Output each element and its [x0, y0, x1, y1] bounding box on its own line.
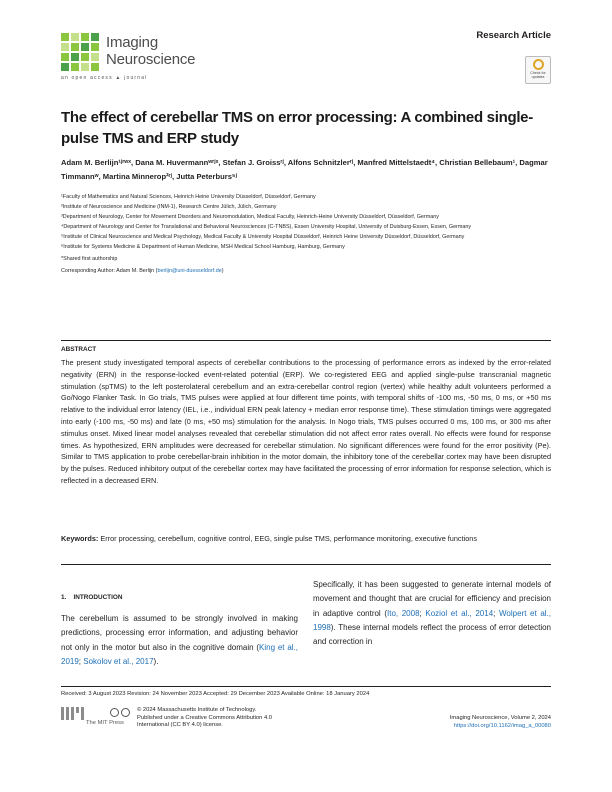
journal-name: [106, 34, 195, 68]
open-access-line: an open access ▲ journal: [61, 75, 148, 81]
affiliation: ¹Faculty of Mathematics and Natural Sciences, Heinrich Heine University Düsseldorf, Düsseldorf, Germany: [61, 194, 316, 200]
article-title: The effect of cerebellar TMS on error processing: A combined single-pulse TMS and ERP study: [61, 109, 533, 147]
intro-text: Specifically, it has been suggested to generate internal models of movement and thought that are crucial for efficiency and precision in adaptive control (: [313, 580, 551, 618]
copyright-notice: [137, 707, 337, 730]
citation-link[interactable]: Wolpert et al., 1998: [313, 608, 551, 632]
citation-link[interactable]: Sokolov et al., 2017: [83, 656, 154, 666]
updates-badge-label: Check for updates: [530, 71, 546, 79]
publisher-name: The MIT Press: [86, 720, 124, 726]
footer-rule: [61, 686, 551, 687]
copyright-line: © 2024 Massachusetts Institute of Technology.: [137, 707, 257, 713]
abstract-text: The present study investigated temporal aspects of cerebellar contributions to the processing of performance errors as indexed by the error-related negativity (ERN) in the response-locked event-related potential (ERP). We co-registered EEG and applied single-pulse transcranial magnetic stimulation (spTMS) to the left posterolateral cerebellum and an extra-cerebellar control region (vertex) while healthy adult volunteers performed a Go/Nogo Flanker Task. In Go trials, TMS pulses were applied at four different time points, with temporal shifts of -100 ms, -50 ms, 0 ms, or +50 ms relative to the individual error latency (IEL, i.e., individual ERN peak latency + median error response time). These stimulation timings were aggregated into early (-100 ms, -50 ms) and late (0 ms, +50 ms) stimulation for the analysis. In Nogo trials, TMS pulses occurred 0 ms, 100 ms, or 300 ms after stimulus onset. Mixed linear model analyses revealed that cerebellar stimulation did not affect error rates overall. No effects were found for response times. As hypothesized, ERN amplitudes were decreased for cerebellar stimulation. No significant differences were found for the error positivity (Pe). Similar to TMS application to probe cerebellar-brain inhibition in the motor domain, the inhibitory tone of the cerebellar cortex may have been disrupted by the pulses. Reduced inhibitory output of the cerebellar cortex may have facilitated the processing of error information for response selection, which is reflected in a decreased ERN.: [61, 358, 551, 485]
journal-citation: [450, 715, 551, 730]
abstract-heading: ABSTRACT: [61, 346, 97, 353]
abstract-top-rule: [61, 340, 551, 341]
corresponding-label: Corresponding Author: Adam M. Berlijn (: [61, 268, 158, 275]
citation-link[interactable]: King et al., 2019: [61, 642, 298, 666]
updates-icon: [533, 59, 544, 70]
creative-commons-icon: [110, 706, 132, 728]
keywords: [61, 533, 551, 545]
citation-link[interactable]: Ito, 2008: [387, 608, 420, 618]
received-dates: Received: 3 August 2023 Revision: 24 November 2023 Accepted: 29 December 2023 Available Online: 18 January 2024: [61, 691, 370, 697]
citation-separator: ;: [78, 656, 84, 666]
keywords-label: Keywords:: [61, 534, 99, 543]
check-for-updates-badge[interactable]: [525, 56, 551, 84]
corresponding-author: [61, 267, 551, 275]
intro-column-2: [313, 578, 551, 649]
copyright-line: Published under a Creative Commons Attribution 4.0: [137, 714, 273, 721]
section-heading: [61, 594, 122, 601]
journal-name-line1: Imaging: [106, 34, 158, 51]
affiliation: ⁶Institute for Systems Medicine & Department of Human Medicine, MSH Medical School Hamburg, Hamburg, Germany: [61, 243, 345, 250]
affiliation: ⁴Department of Neurology and Center for Translational and Behavioral Neurosciences (C-TNBS), Essen University Hospital, University of Duisburg-Essen, Essen, Germany: [61, 223, 472, 230]
intro-text: ). These internal models reflect the process of error detection and correction in: [313, 622, 551, 647]
journal-name-line2: Neuroscience: [106, 51, 196, 68]
intro-column-1: [61, 612, 298, 669]
article-type: Research Article: [476, 30, 551, 41]
citation-close: ).: [153, 656, 159, 666]
section-number: 1.: [61, 594, 67, 601]
citation-link[interactable]: Koziol et al., 2014: [425, 608, 494, 618]
affiliation: ²Institute of Neuroscience and Medicine (INM-1), Research Centre Jülich, Jülich, Germany: [61, 203, 277, 210]
intro-text: The cerebellum is assumed to be strongly involved in making predictions, processing error information, and adjusting behavior not only in the motor but also in the cognitive domain (: [61, 614, 298, 652]
keywords-text: Error processing, cerebellum, cognitive control, EEG, single pulse TMS, performance monitoring, executive functions: [100, 534, 477, 543]
citation-separator: ;: [493, 608, 499, 618]
copyright-line: International (CC BY 4.0) license.: [137, 722, 223, 729]
shared-authorship-note: *Shared first authorship: [61, 255, 118, 262]
section-title: INTRODUCTION: [73, 594, 123, 601]
abstract-bottom-rule: [61, 564, 551, 565]
corresponding-close: ): [221, 268, 224, 275]
affiliation: ³Department of Neurology, Center for Movement Disorders and Neuromodulation, Medical Faculty, Heinrich-Heine University Düsseldorf, Düsseldorf, Germany: [61, 213, 439, 220]
journal-logo-icon: [61, 33, 99, 71]
journal-volume-line: Imaging Neuroscience, Volume 2, 2024: [449, 715, 551, 721]
corresponding-email-link[interactable]: berlijn@uni-duesseldorf.de: [157, 268, 222, 275]
affiliation: ⁵Institute of Clinical Neuroscience and Medical Psychology, Medical Faculty & University Hospital Düsseldorf, Heinrich Heine University Düsseldorf, Düsseldorf, Germany: [61, 233, 465, 240]
citation-separator: ;: [419, 608, 426, 618]
affiliations: [61, 193, 551, 277]
doi-link[interactable]: https://doi.org/10.1162/imag_a_00080: [453, 722, 551, 729]
author-list: Adam M. Berlijn¹ʲʳʷˣ, Dana M. Huvermannʷʳʲˣ, Stefan J. Groissʳʲ, Alfons Schnitzlerʳʲ, Manfred Mittelstaedt⁴, Christian Bellebaum¹, Dagmar Timmannʷ, Martina Minnerop²ʳʲ, Jutta Peterburs⁵ʲ: [61, 158, 548, 181]
